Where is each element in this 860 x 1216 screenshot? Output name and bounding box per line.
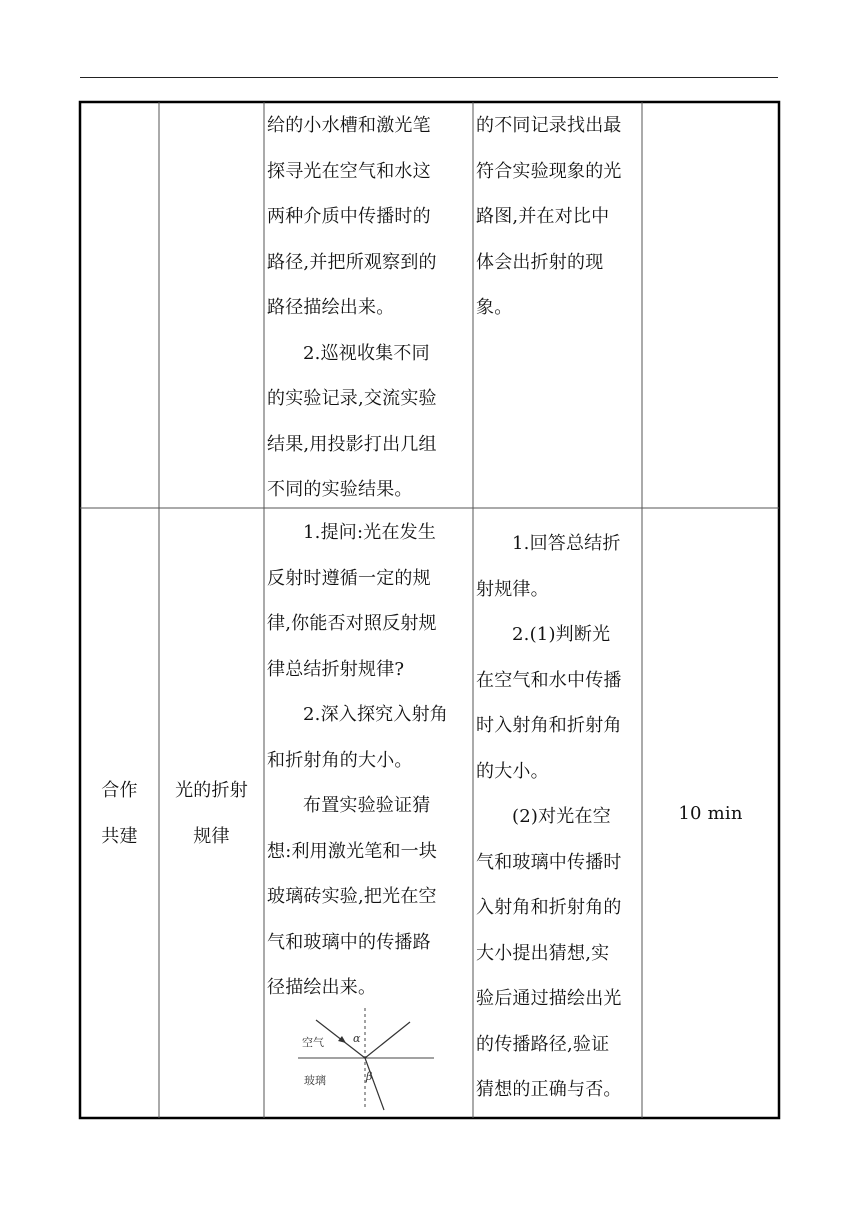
stage-cell — [80, 768, 159, 859]
text-line: 和折射角的大小。 — [267, 749, 413, 771]
text-line: 气和玻璃中的传播路 — [267, 931, 431, 953]
text-line: 大小提出猜想,实 — [476, 942, 610, 964]
text-line: 符合实验现象的光 — [476, 160, 622, 182]
text-line: 反射时遵循一定的规 — [267, 567, 431, 589]
reflected-ray — [365, 1022, 410, 1058]
text-line: 射规律。 — [476, 578, 549, 600]
text-line: 时入射角和折射角 — [476, 715, 622, 736]
text-line: 的不同记录找出最 — [476, 115, 622, 136]
stage-line: 共建 — [101, 825, 138, 847]
topic-line: 规律 — [193, 825, 230, 847]
refracted-ray — [365, 1058, 384, 1110]
text-line: 验后通过描绘出光 — [476, 988, 622, 1009]
time-cell — [642, 791, 779, 837]
text-line: 的大小。 — [476, 760, 549, 782]
text-line: 入射角和折射角的 — [476, 897, 622, 918]
text-line: 的传播路径,验证 — [476, 1033, 610, 1055]
text-line: 布置实验验证猜 — [303, 795, 431, 816]
text-line: 路径描绘出来。 — [267, 297, 395, 318]
text-line: 想:利用激光笔和一块 — [267, 840, 438, 862]
label-glass: 玻璃 — [304, 1074, 326, 1087]
text-line: 给的小水槽和激光笔 — [267, 115, 431, 136]
text-line: 的实验记录,交流实验 — [267, 388, 437, 409]
text-line: 在空气和水中传播 — [476, 669, 622, 691]
row2-teacher-cell — [267, 510, 448, 1011]
text-line: 猜想的正确与否。 — [476, 1079, 622, 1100]
text-line: 1.回答总结折 — [512, 533, 621, 554]
stage-line: 合作 — [101, 780, 138, 801]
text-line: 2.深入探究入射角 — [303, 704, 448, 725]
refraction-diagram — [298, 1006, 438, 1112]
text-line: 1.提问:光在发生 — [303, 522, 437, 543]
text-line: 两种介质中传播时的 — [267, 206, 431, 227]
text-line: 结果,用投影打出几组 — [267, 433, 437, 455]
duration-value: 10 min — [678, 803, 743, 824]
text-line: 玻璃砖实验,把光在空 — [267, 886, 437, 907]
text-line: 不同的实验结果。 — [267, 479, 413, 500]
label-air: 空气 — [302, 1036, 324, 1049]
text-line: 律,你能否对照反射规 — [267, 613, 437, 634]
text-line: 象。 — [476, 297, 513, 318]
text-line: 路径,并把所观察到的 — [267, 251, 437, 273]
topic-line: 光的折射 — [175, 780, 248, 801]
text-line: 路图,并在对比中 — [476, 206, 610, 227]
incident-arrow-icon — [338, 1036, 346, 1043]
row1-student-cell — [476, 103, 622, 331]
label-alpha: α — [353, 1032, 361, 1045]
text-line: 径描绘出来。 — [267, 977, 377, 998]
text-line: 2.巡视收集不同 — [303, 342, 430, 364]
label-beta: β — [366, 1070, 373, 1083]
text-line: 律总结折射规律? — [267, 658, 405, 680]
text-line: 气和玻璃中传播时 — [476, 851, 622, 873]
text-line: 探寻光在空气和水这 — [267, 160, 431, 182]
text-line: 体会出折射的现 — [476, 251, 604, 273]
row1-teacher-cell — [267, 103, 437, 513]
topic-cell — [159, 768, 264, 859]
row2-student-cell — [476, 521, 622, 1113]
text-line: (2)对光在空 — [512, 806, 611, 827]
text-line: 2.(1)判断光 — [512, 624, 611, 645]
